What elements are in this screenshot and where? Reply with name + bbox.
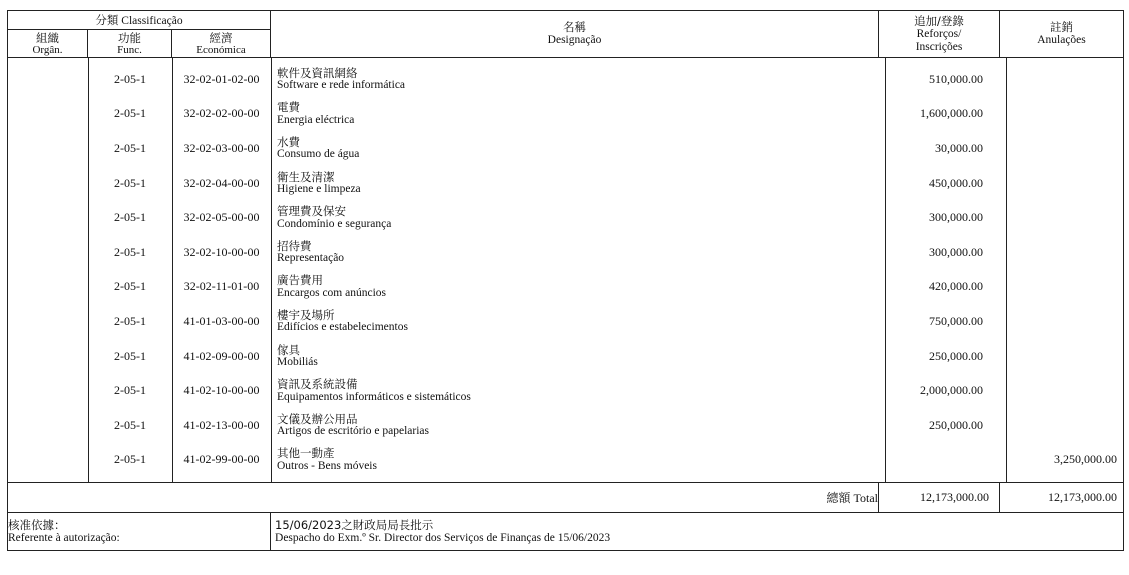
designation-pt: Artigos de escritório e papelarias [277, 425, 429, 438]
func-code: 2-05-1 [114, 417, 146, 432]
designation-pt: Mobiliás [277, 356, 318, 369]
designation-header [271, 11, 879, 58]
annulment-amount: 3,250,000.00 [1054, 452, 1117, 467]
designation-zh: 管理費及保安 [277, 204, 346, 219]
designation-pt: Condomínio e segurança [277, 217, 392, 230]
annulments-header [1000, 11, 1124, 58]
designation-zh: 軟件及資訊網絡 [277, 65, 358, 80]
econ-code: 41-02-09-00-00 [183, 348, 260, 363]
designation-cell [271, 274, 862, 299]
econ-code: 32-02-10-00-00 [183, 244, 260, 259]
designation-cell [271, 136, 862, 161]
func-code: 2-05-1 [114, 106, 146, 121]
func-code: 2-05-1 [114, 244, 146, 259]
designation-zh: 電費 [277, 100, 300, 115]
econ-code: 32-02-01-02-00 [183, 71, 260, 86]
econ-code: 32-02-03-00-00 [183, 140, 260, 155]
table-row [8, 97, 1123, 132]
organ-pt: Orgân. [32, 43, 63, 56]
table-row [8, 408, 1123, 443]
designation-pt: Consumo de água [277, 148, 360, 161]
econ-code: 41-02-10-00-00 [183, 383, 260, 398]
reinforcement-amount: 250,000.00 [929, 348, 983, 363]
designation-pt: Outros - Bens móveis [277, 459, 377, 472]
footer-label-zh: 核准依據： [8, 517, 66, 532]
classification-label: 分類 Classificação [95, 15, 183, 27]
table-row [8, 62, 1123, 97]
econ-pt: Económica [196, 43, 246, 56]
table-row [8, 443, 1123, 478]
designation-cell [271, 344, 862, 369]
econ-code: 32-02-11-01-00 [183, 279, 260, 294]
designation-zh: 水費 [277, 134, 300, 149]
table-row [8, 166, 1123, 201]
func-code: 2-05-1 [114, 452, 146, 467]
data-rows [8, 58, 1123, 482]
econ-code: 41-02-99-00-00 [183, 452, 260, 467]
column-divider [1006, 58, 1007, 482]
designation-zh: 廣告費用 [277, 273, 323, 288]
designation-cell [271, 101, 862, 126]
table-row [8, 304, 1123, 339]
designation-cell [271, 67, 862, 92]
reinforcement-amount: 510,000.00 [929, 71, 983, 86]
designation-pt: Encargos com anúncios [277, 286, 387, 299]
organ-zh: 組織 [36, 30, 59, 45]
designation-zh: 衛生及清潔 [277, 169, 335, 184]
reinforcement-amount: 300,000.00 [929, 210, 983, 225]
total-label-cell [8, 483, 879, 513]
func-code: 2-05-1 [114, 210, 146, 225]
designation-zh: 其他一動產 [277, 446, 335, 461]
econ-code: 32-02-05-00-00 [183, 210, 260, 225]
designation-pt: Edifícios e estabelecimentos [277, 321, 408, 334]
classification-header [8, 11, 271, 30]
column-divider [885, 58, 886, 482]
designation-cell [271, 240, 862, 265]
func-code: 2-05-1 [114, 71, 146, 86]
table-row [8, 200, 1123, 235]
func-code: 2-05-1 [114, 383, 146, 398]
total-annulments: 12,173,000.00 [1048, 490, 1117, 504]
table-row [8, 373, 1123, 408]
total-reinforcements-cell [879, 483, 1000, 513]
reinforcement-amount: 750,000.00 [929, 313, 983, 328]
func-code: 2-05-1 [114, 175, 146, 190]
func-code: 2-05-1 [114, 140, 146, 155]
column-divider [88, 58, 89, 482]
reinforcements-pt1: Reforços/ [916, 27, 962, 40]
designation-cell [271, 447, 862, 472]
designation-zh: 招待費 [277, 238, 312, 253]
designation-zh: 樓宇及場所 [277, 307, 335, 322]
reinforcement-amount: 1,600,000.00 [920, 106, 983, 121]
reinforcements-zh: 追加/登錄 [914, 13, 964, 28]
econ-header [172, 30, 271, 58]
func-code: 2-05-1 [114, 279, 146, 294]
econ-code: 41-01-03-00-00 [183, 313, 260, 328]
designation-zh: 文儀及辦公用品 [277, 411, 358, 426]
econ-zh: 經濟 [209, 30, 233, 45]
reinforcement-amount: 450,000.00 [929, 175, 983, 190]
designation-pt: Equipamentos informáticos e sistemáticos [277, 390, 471, 403]
designation-pt: Software e rede informática [277, 79, 406, 92]
designation-zh: 名稱 [563, 20, 586, 34]
designation-cell [271, 378, 862, 403]
table-row [8, 131, 1123, 166]
designation-cell [271, 413, 862, 438]
budget-table [7, 10, 1124, 551]
reinforcement-amount: 30,000.00 [935, 140, 983, 155]
designation-cell [271, 171, 862, 196]
designation-pt: Higiene e limpeza [277, 183, 361, 196]
reinforcement-amount: 420,000.00 [929, 279, 983, 294]
econ-code: 41-02-13-00-00 [183, 417, 260, 432]
annulments-zh: 註銷 [1050, 20, 1073, 34]
budget-document [7, 10, 1124, 551]
designation-pt: Representação [277, 252, 345, 265]
table-row [8, 339, 1123, 374]
reinforcements-header [879, 11, 1000, 58]
designation-pt: Energia eléctrica [277, 113, 355, 126]
econ-code: 32-02-04-00-00 [183, 175, 260, 190]
designation-cell [271, 205, 862, 230]
reinforcement-amount: 2,000,000.00 [920, 383, 983, 398]
func-header [88, 30, 172, 58]
total-reinforcements: 12,173,000.00 [920, 490, 989, 504]
total-annulments-cell [1000, 483, 1124, 513]
reinforcements-pt2: Inscrições [915, 40, 963, 53]
table-row [8, 270, 1123, 305]
footer-text-pt: Despacho do Exm.º Sr. Director dos Serviços de Finanças de 15/06/2023 [275, 531, 611, 544]
rows-container [8, 58, 1124, 483]
designation-cell [271, 309, 862, 334]
column-divider [172, 58, 173, 482]
econ-code: 32-02-02-00-00 [183, 106, 260, 121]
designation-pt: Designação [547, 34, 602, 46]
total-label: 總額 Total [826, 491, 878, 505]
func-zh: 功能 [118, 30, 141, 45]
footer-text-cell [271, 513, 1124, 551]
func-code: 2-05-1 [114, 313, 146, 328]
func-code: 2-05-1 [114, 348, 146, 363]
designation-zh: 傢具 [277, 342, 300, 357]
organ-header [8, 30, 88, 58]
footer-label-cell [8, 513, 271, 551]
reinforcement-amount: 300,000.00 [929, 244, 983, 259]
reinforcement-amount: 250,000.00 [929, 417, 983, 432]
designation-zh: 資訊及系統設備 [277, 377, 358, 392]
annulments-pt: Anulações [1037, 34, 1086, 46]
column-divider [271, 58, 272, 482]
table-row [8, 235, 1123, 270]
footer-label-pt: Referente à autorização: [8, 531, 120, 544]
footer-text-zh: 15/06/2023之財政局局長批示 [275, 517, 434, 532]
func-pt: Func. [117, 43, 142, 56]
